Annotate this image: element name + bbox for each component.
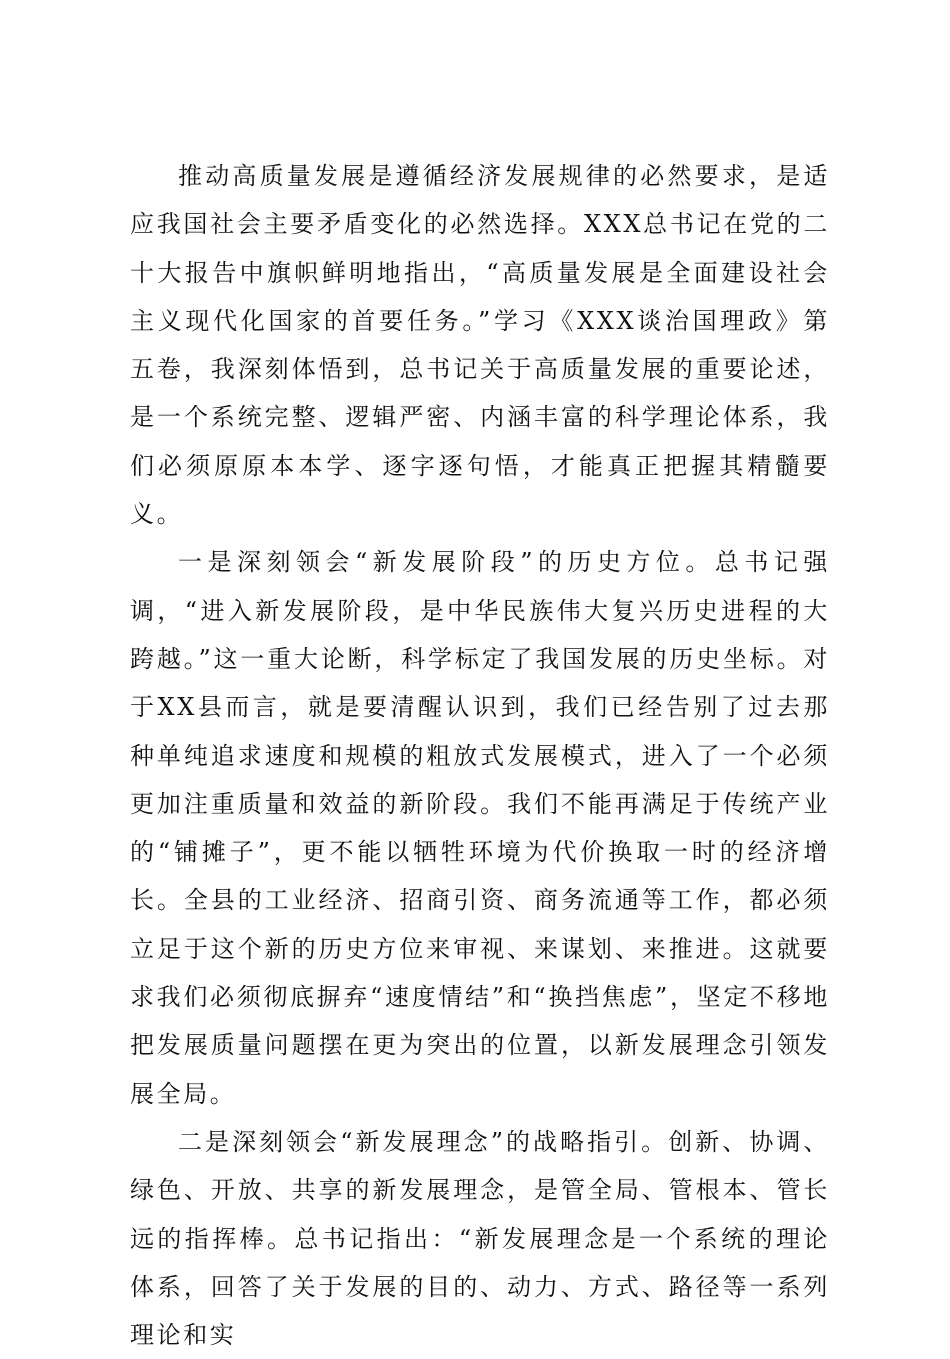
- paragraph-new-development-philosophy: 二是深刻领会“新发展理念”的战略指引。创新、协调、绿色、开放、共享的新发展理念，是管全局、管根本、管长远的指挥棒。总书记指出：“新发展理念是一个系统的理论体系，回答了关于发展的目的、动力、方式、路径等一系列理论和实: [130, 1127, 830, 1350]
- paragraph-intro: 推动高质量发展是遵循经济发展规律的必然要求，是适应我国社会主要矛盾变化的必然选择。XXX总书记在党的二十大报告中旗帜鲜明地指出，“高质量发展是全面建设社会主义现代化国家的首要任务。”学习《XXX谈治国理政》第五卷，我深刻体悟到，总书记关于高质量发展的重要论述，是一个系统完整、逻辑严密、内涵丰富的科学理论体系，我们必须原原本本学、逐字逐句悟，才能真正把握其精髓要义。: [130, 162, 830, 529]
- paragraph-new-development-stage: 一是深刻领会“新发展阶段”的历史方位。总书记强调，“进入新发展阶段，是中华民族伟大复兴历史进程的大跨越。”这一重大论断，科学标定了我国发展的历史坐标。对于XX县而言，就是要清醒认识到，我们已经告别了过去那种单纯追求速度和规模的粗放式发展模式，进入了一个必须更加注重质量和效益的新阶段。我们不能再满足于传统产业的“铺摊子”，更不能以牺牲环境为代价换取一时的经济增长。全县的工业经济、招商引资、商务流通等工作，都必须立足于这个新的历史方位来审视、来谋划、来推进。这就要求我们必须彻底摒弃“速度情结”和“换挡焦虑”，坚定不移地把发展质量问题摆在更为突出的位置，以新发展理念引领发展全局。: [130, 548, 830, 1108]
- document-body: [130, 152, 830, 1359]
